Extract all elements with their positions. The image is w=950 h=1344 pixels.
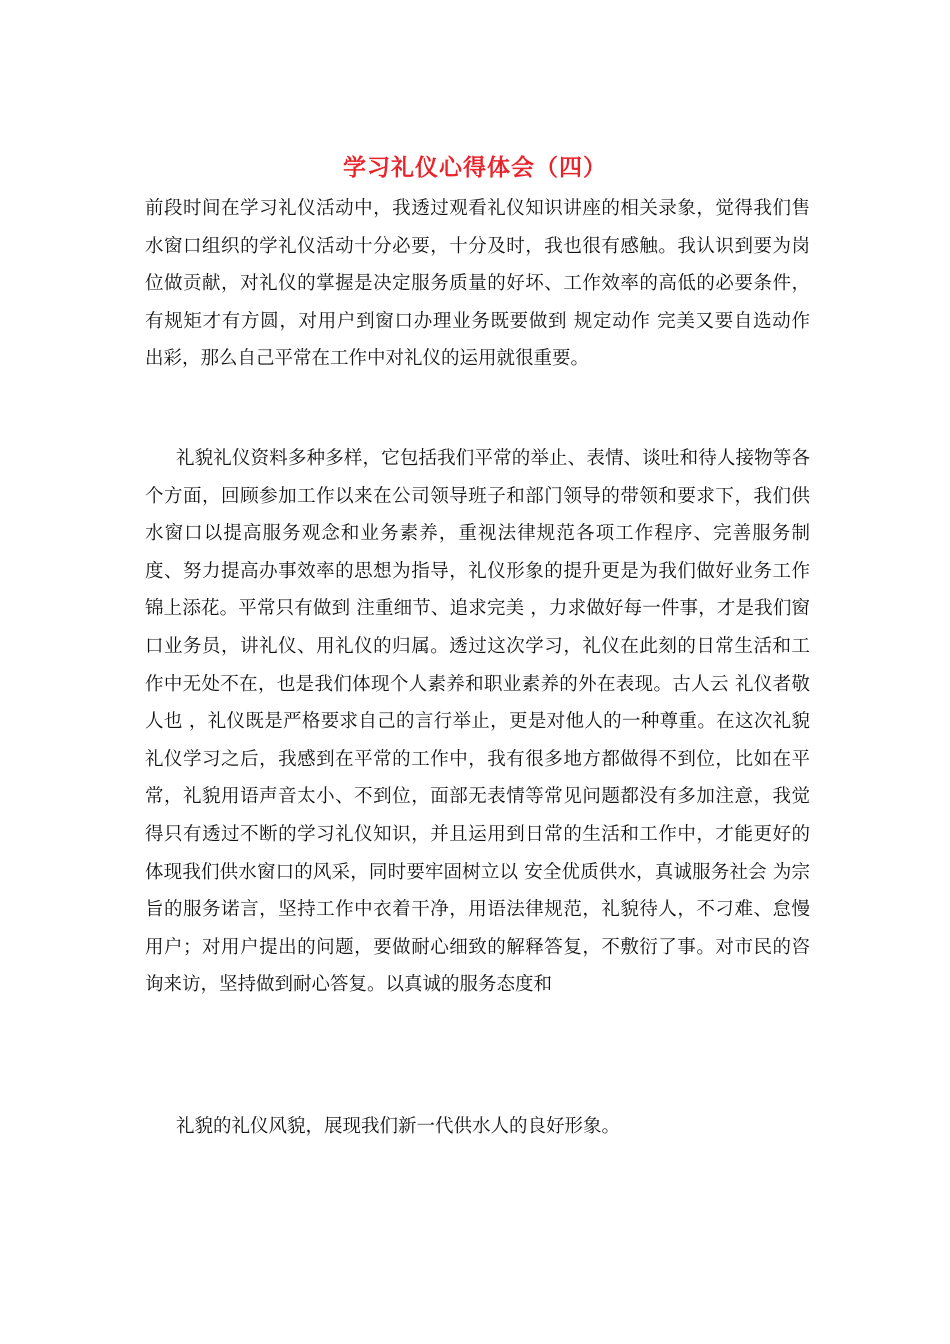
paragraph-3: 礼貌的礼仪风貌，展现我们新一代供水人的良好形象。 xyxy=(176,1116,621,1137)
paragraph-1: 前段时间在学习礼仪活动中，我透过观看礼仪知识讲座的相关录象，觉得我们售水窗口组织的学礼仪活动十分必要，十分及时，我也很有感触。我认识到要为岗位做贡献，对礼仪的掌握是决定服务质量的好坏、工作效率的高低的必要条件，有规矩才有方圆，对用户到窗口办理业务既要做到 规定动作 完美又要自选动作 出彩，那么自己平常在工作中对礼仪的运用就很重要。 xyxy=(145,198,810,370)
paragraph-2: 礼貌礼仪资料多种多样，它包括我们平常的举止、表情、谈吐和待人接物等各个方面，回顾参加工作以来在公司领导班子和部门领导的带领和要求下，我们供水窗口以提高服务观念和业务素养，重视法律规范各项工作程序、完善服务制度、努力提高办事效率的思想为指导，礼仪形象的提升更是为我们做好业务工作锦上添花。平常只有做到 注重细节、追求完美 ，力求做好每一件事，才是我们窗口业务员，讲礼仪、用礼仪的归属。透过这次学习，礼仪在此刻的日常生活和工作中无处不在，也是我们体现个人素养和职业素养的外在表现。古人云 礼仪者敬人也 ，礼仪既是严格要求自己的言行举止，更是对他人的一种尊重。在这次礼貌礼仪学习之后，我感到在平常的工作中，我有很多地方都做得不到位，比如在平常，礼貌用语声音太小、不到位，面部无表情等常见问题都没有多加注意，我觉得只有透过不断的学习礼仪知识，并且运用到日常的生活和工作中，才能更好的体现我们供水窗口的风采，同时要牢固树立以 安全优质供水，真诚服务社会 为宗旨的服务诺言，坚持工作中衣着干净，用语法律规范，礼貌待人，不刁难、怠慢用户；对用户提出的问题，要做耐心细致的解释答复，不敷衍了事。对市民的咨询来访，坚持做到耐心答复。以真诚的服务态度和 xyxy=(145,448,810,996)
document-title: 学习礼仪心得体会（四） xyxy=(343,154,607,181)
